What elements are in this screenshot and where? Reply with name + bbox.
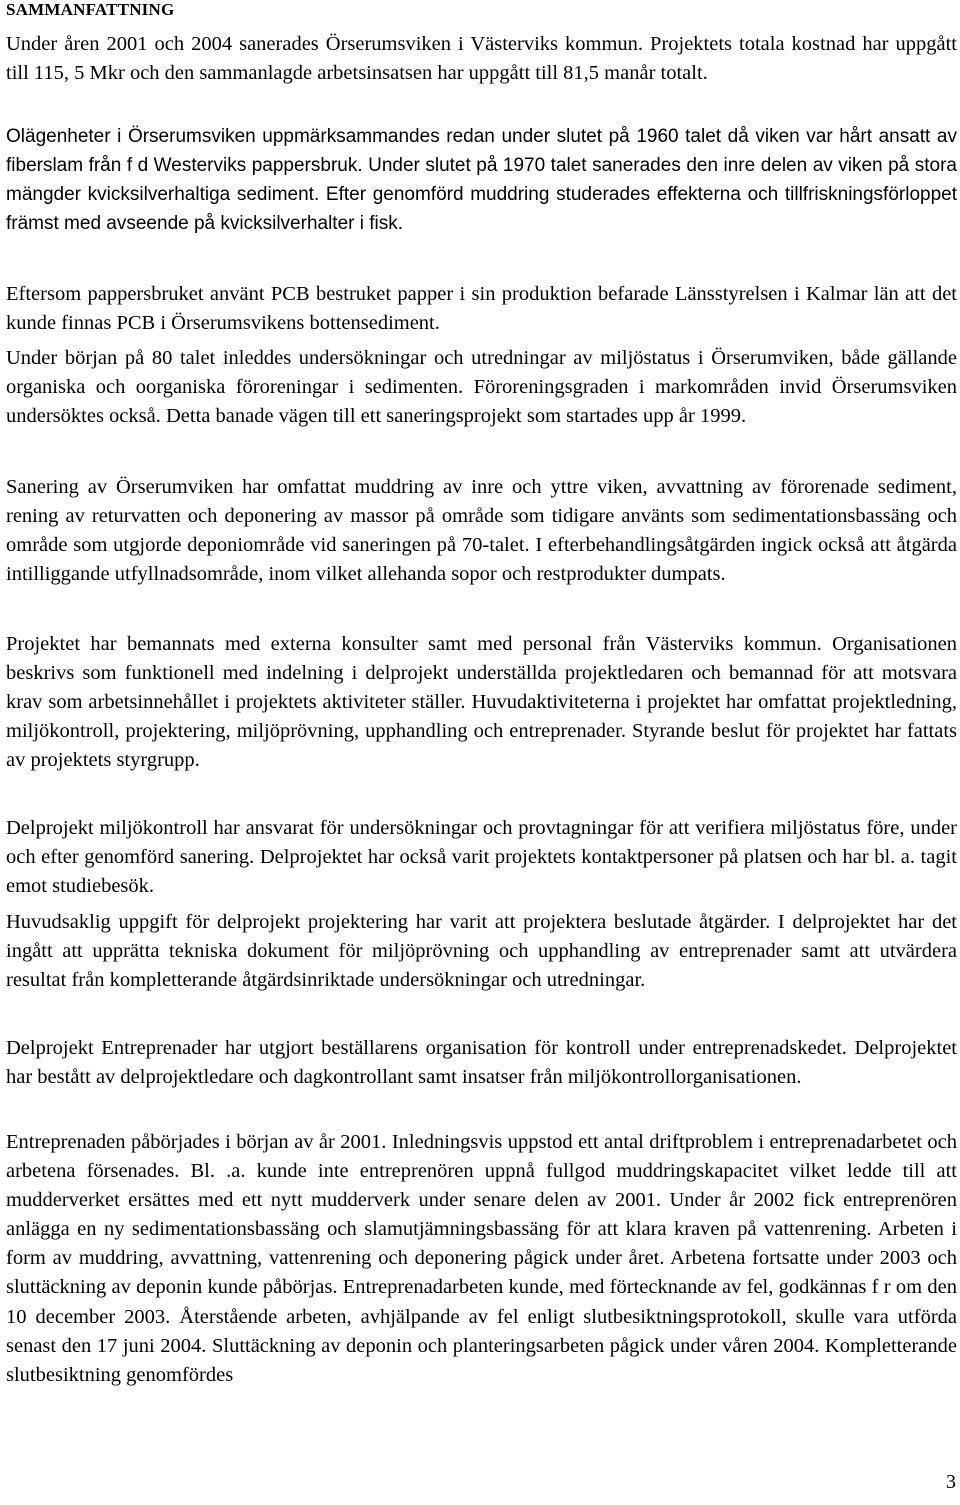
paragraph-design: Huvudsaklig uppgift för delprojekt projektering har varit att projektera beslutade åtgärder. I delprojektet har det ingått att upprätta tekniska dokument för miljöprövning och upphandling av entreprenader samt att utvärdera resultat från kompletterande åtgärdsinriktade undersökningar och utredningar. bbox=[6, 911, 957, 992]
paragraph-organisation: Projektet har bemannats med externa konsulter samt med personal från Västerviks kommun. Organisationen beskrivs som funktionell med indelning i delprojekt underställda projektledaren och bemannad för att motsvara krav som arbetsinnehållet i projektets aktiviteter ställer. Huvudaktiviteterna i projektet har omfattat projektledning, miljökontroll, projektering, miljöprövning, upphandling och entreprenader. Styrande beslut för projektet har fattats av projektets styrgrupp. bbox=[6, 633, 957, 772]
paragraph-remediation: Sanering av Örserumviken har omfattat muddring av inre och yttre viken, avvattning av förorenade sediment, rening av returvatten och deponering av massor på område som tidigare använts som sedimentationsbassäng och område som utgjorde deponiområde vid saneringen på 70-talet. I efterbehandlingsåtgärden ingick också att åtgärda intilliggande utfyllnadsområde, inom vilket allehanda sopor och restprodukter dumpats. bbox=[6, 476, 957, 586]
paragraph-intro: Under åren 2001 och 2004 sanerades Örserumsviken i Västerviks kommun. Projektets totala kostnad har uppgått till 115, 5 Mkr och den sammanlagde arbetsinsatsen har uppgått till 81,5 manår totalt. bbox=[6, 33, 957, 85]
paragraph-environmental-control: Delprojekt miljökontroll har ansvarat för undersökningar och provtagningar för att verifiera miljöstatus före, under och efter genomförd sanering. Delprojektet har också varit projektets kontaktpersoner på platsen och har bl. a. tagit emot studiebesök. bbox=[6, 817, 957, 898]
paragraph-background: Olägenheter i Örserumsviken uppmärksammandes redan under slutet på 1960 talet då viken var hårt ansatt av fiberslam från f d Westerviks pappersbruk. Under slutet på 1970 talet sanerades den inre delen av viken på stora mängder kvicksilverhaltiga sediment. Efter genomförd muddring studerades effekterna och tillfriskningsförloppet främst med avseende på kvicksilverhalter i fisk. bbox=[6, 126, 957, 235]
paragraph-investigations: Under början på 80 talet inleddes undersökningar och utredningar av miljöstatus i Örserumviken, både gällande organiska och oorganiska föroreningar i sedimenten. Föroreningsgraden i markområden invid Örserumsviken undersöktes också. Detta banade vägen till ett saneringsprojekt som startades upp år 1999. bbox=[6, 347, 957, 428]
paragraph-contract-work: Entreprenaden påbörjades i början av år 2001. Inledningsvis uppstod ett antal driftproblem i entreprenadarbetet och arbetena försenades. Bl. .a. kunde inte entreprenören uppnå fullgod muddringskapacitet vilket ledde till att mudderverket ersättes med ett nytt mudderverk under senare delen av 2001. Under år 2002 fick entreprenören anlägga en ny sedimentationsbassäng och slamutjämningsbassäng för att klara kraven på vattenrening. Arbeten i form av muddring, avvattning, vattenrening och deponering pågick under året. Arbetena fortsatte under 2003 och sluttäckning av deponin kunde påbörjas. Entreprenadarbeten kunde, med förtecknande av fel, godkännas f r om den 10 december 2003. Återstående arbeten, avhjälpande av fel enligt slutbesiktningsprotokoll, skulle vara utförda senast den 17 juni 2004. Sluttäckning av deponin och planteringsarbeten pågick under våren 2004. Kompletterande slutbesiktning genomfördes bbox=[6, 1131, 957, 1386]
page-number: 3 bbox=[946, 1471, 956, 1493]
paragraph-pcb: Eftersom pappersbruket använt PCB bestruket papper i sin produktion befarade Länsstyrelsen i Kalmar län att det kunde finnas PCB i Örserumsvikens bottensediment. bbox=[6, 283, 957, 335]
page-title: SAMMANFATTNING bbox=[6, 0, 175, 19]
paragraph-contracts: Delprojekt Entreprenader har utgjort beställarens organisation för kontroll under entreprenadskedet. Delprojektet har bestått av delprojektledare och dagkontrollant samt insatser från miljökontrollorganisationen. bbox=[6, 1037, 957, 1089]
